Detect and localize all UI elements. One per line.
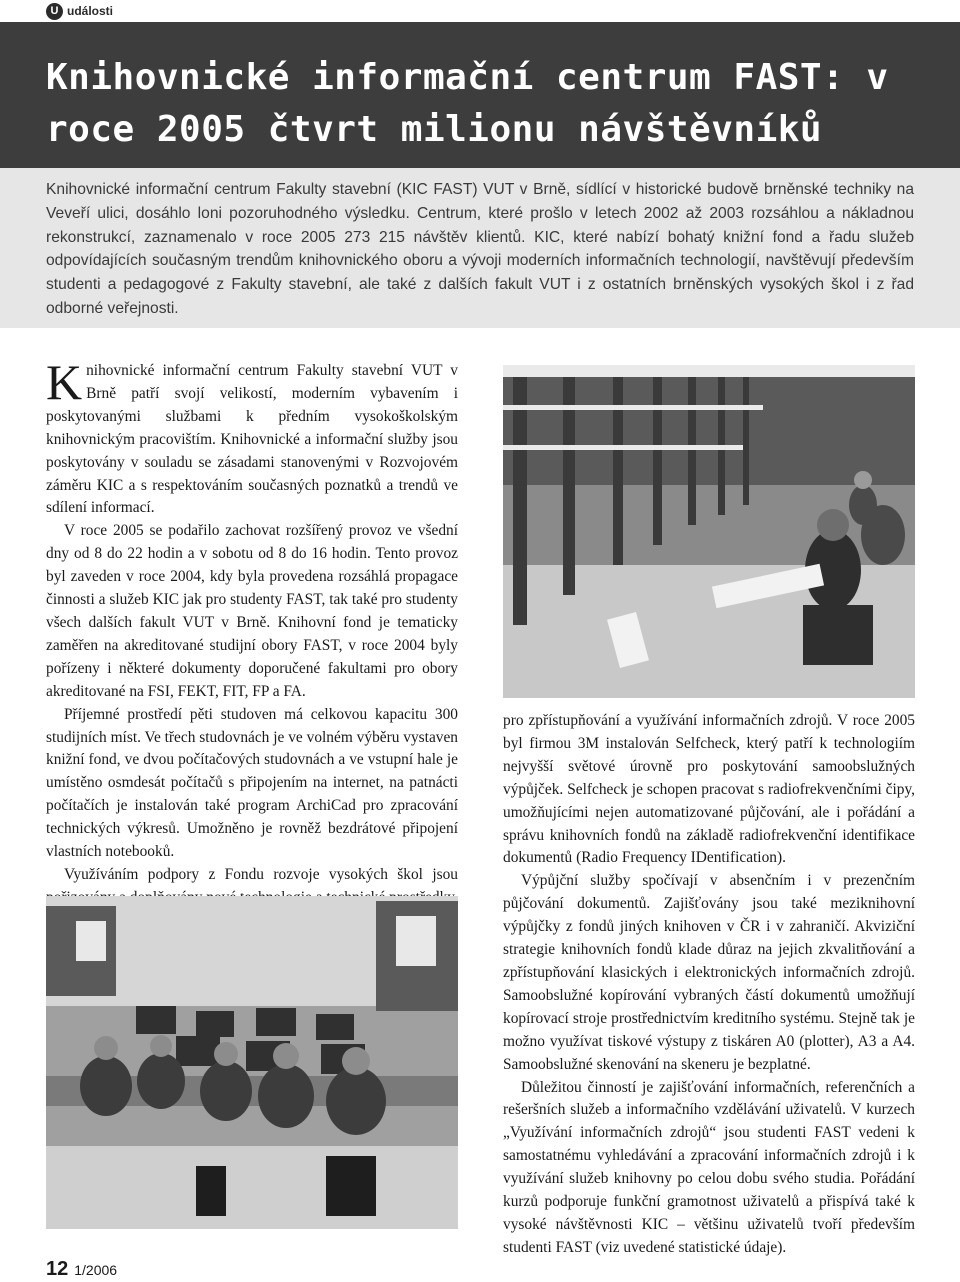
photo-computer-lab — [46, 896, 458, 1229]
body-paragraph-text: nihovnické informační centrum Fakulty stavební VUT v Brně patří svojí velikostí, moderním vybavením i poskytovanými službami k předním vysokoškolským knihovnickým pracovištím. Knihovnické a informační služby jsou poskytovány v souladu se zásadami stanovenými v Rozvojovém záměru KIC a s respektováním současných poznatků a trendů ve sdílení informací. — [46, 362, 458, 517]
page-number: 12 — [46, 1258, 69, 1280]
rubric-section-label: události — [67, 4, 114, 18]
issue-label: 1/2006 — [74, 1262, 118, 1278]
article-title: Knihovnické informační centrum FAST: v roce 2005 čtvrt milionu návštěvníků — [46, 57, 889, 150]
page-folio — [46, 1258, 117, 1281]
photo-study-room — [503, 365, 915, 698]
body-paragraph: Důležitou činností je zajišťování informačních, referenčních a rešeršních služeb a informačního vzdělávání uživatelů. V kurzech „Využívání informačních zdrojů“ jsou studenti FAST vedeni k samostatnému vyhledávání a zpracování informačních zdrojů i k využívání služeb knihovny po celou dobu svého studia. Pořádání kurzů podporuje funkční gramotnost uživatelů a přispívá také k vysoké návštěvnosti KIC – většinu uživatelů tvoří především studenti FAST (viz uvedené statistické údaje). — [503, 1078, 915, 1256]
body-paragraph: Výpůjční služby spočívají v absenčním i v prezenčním půjčování dokumentů. Zajišťovány jsou také meziknihovní výpůjčky z fondů jiných knihoven v ČR i v zahraničí. Akviziční strategie knihovních fondů klade důraz na jejich zkvalitňování a zpřístupňování klasických i elektronických informačních zdrojů. Samoobslužné kopírování vybraných částí dokumentů umožňují kopírovací stroje prostřednictvím kreditního systému. Stejně tak je možno využívat tiskové výstupy z tiskáren A0 (plotter), A3 a A4. Samoobslužné skenování na skeneru je bezplatné. — [503, 872, 915, 1073]
body-column-right — [503, 710, 915, 1260]
lead-band — [0, 168, 960, 328]
title-band — [0, 22, 960, 168]
photo-computer-lab-image — [46, 896, 458, 1229]
body-paragraph — [46, 354, 458, 520]
photo-study-room-image — [503, 365, 915, 698]
lead-paragraph: Knihovnické informační centrum Fakulty stavební (KIC FAST) VUT v Brně, sídlící v historické budově brněnské techniky na Veveří ulici, dosáhlo loni pozoruhodného výsledku. Centrum, které prošlo v letech 2002 až 2003 rozsáhlou a nákladnou rekonstrukcí, zaznamenalo v roce 2005 273 215 návštěv klientů. KIC, které nabízí bohatý knižní fond a řadu služeb odpovídajících současným trendům knihovnického oboru a vývoji moderních informačních technologií, navštěvují především studenti a pedagogové z Fakulty stavební, ale také z dalších fakult VUT i z ostatních brněnských vysokých škol i z řad odborné veřejnosti. — [46, 181, 914, 317]
body-paragraph: Příjemné prostředí pěti studoven má celkovou kapacitu 300 studijních míst. Ve třech studovnách je ve volném výběru vystaven knižní fond, ve dvou počítačových studovnách a ve vstupní hale je umístěno osmdesát počítačů s připojením na internet, na patnácti počítačích je instalován také program ArchiCad pro zpracování technických výkresů. Umožněno je rovněž bezdrátové připojení vlastních notebooků. — [46, 705, 458, 861]
body-column-left — [46, 354, 458, 910]
body-paragraph: Využíváním podpory z Fondu rozvoje vysokých škol jsou — [64, 865, 458, 883]
rubric-logo: U — [46, 3, 63, 20]
body-paragraph: pro zpřístupňování a využívání informačních zdrojů. V roce 2005 byl firmou 3M instalován Selfcheck, který patří k technologiím nejvyšší světové úrovně pro poskytování samoobslužných výpůjček. Selfcheck je schopen pracovat s radiofrekvenčními čipy, umožňujícími nejen automatizované půjčování, ale i pořádání a správu knihovních fondů na základě radiofrekvenční identifikace dokumentů (Radio Frequency IDentification). — [503, 712, 915, 867]
body-paragraph: V roce 2005 se podařilo zachovat rozšířený provoz ve všední dny od 8 do 22 hodin a v sobotu od 8 do 16 hodin. Tento provoz byl zaveden v roce 2004, kdy byla provedena rozsáhlá propagace činnosti a služeb KIC jak pro studenty FAST, tak také pro studenty všech dalších fakult VUT v Brně. Knihovní fond je tematicky zaměřen na akreditované studijní obory FAST, v roce 2004 byly pořízeny i některé dokumenty doporučené fakultami pro obory akreditované na FSI, FEKT, FIT, FP a FA. — [46, 522, 458, 700]
drop-cap: K — [46, 354, 83, 410]
section-rubric — [0, 0, 960, 22]
